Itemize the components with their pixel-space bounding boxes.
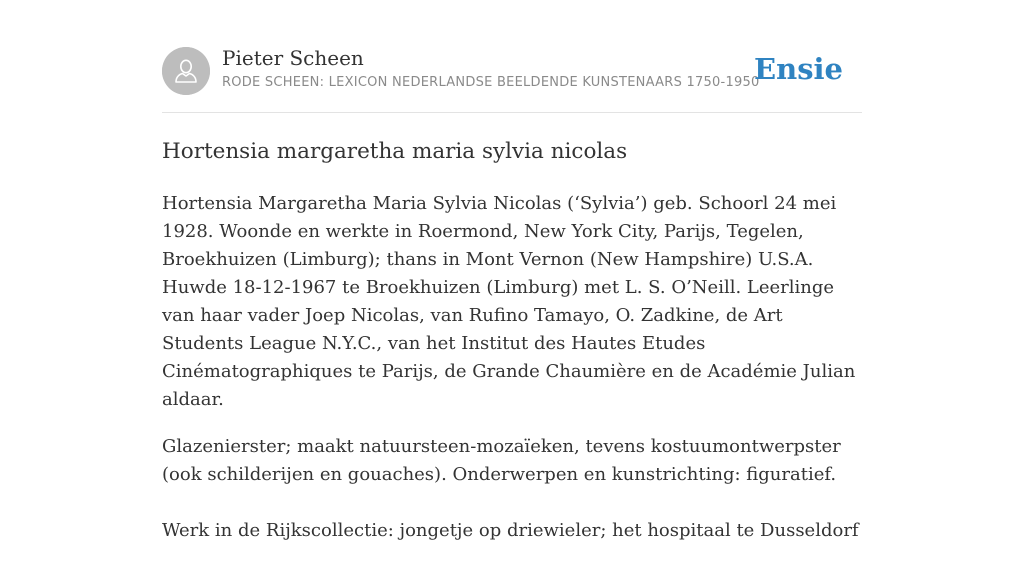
article-body: [162, 190, 862, 564]
source-label[interactable]: RODE SCHEEN: LEXICON NEDERLANDSE BEELDENDE KUNSTENAARS 1750-1950: [222, 75, 760, 90]
author-name[interactable]: Pieter Scheen: [222, 46, 364, 70]
article-paragraph: Hortensia Margaretha Maria Sylvia Nicolas (‘Sylvia’) geb. Schoorl 24 mei 1928. Woonde en werkte in Roermond, New York City, Parijs, Tegelen, Broekhuizen (Limburg); thans in Mont Vernon (New Hampshire) U.S.A. Huwde 18-12-1967 te Broekhuizen (Limburg) met L. S. O’Neill. Leerlinge van haar vader Joep Nicolas, van Rufino Tamayo, O. Zadkine, de Art Students League N.Y.C., van het Institut des Hautes Etudes Cinématographiques te Parijs, de Grande Chaumière en de Académie Julian aldaar.: [162, 193, 856, 410]
article-container: [162, 0, 862, 541]
article-header: [162, 0, 862, 113]
user-icon: [162, 47, 210, 95]
article-paragraph: Glazenierster; maakt natuursteen-mozaïeken, tevens kostuumontwerpster (ook schilderijen en gouaches). Onderwerpen en kunstrichting: figuratief.: [162, 436, 841, 485]
article-title: Hortensia margaretha maria sylvia nicolas: [162, 139, 628, 164]
article-paragraph-spacer: [162, 508, 862, 517]
author-avatar[interactable]: [162, 47, 210, 95]
brand-logo[interactable]: Ensie: [754, 52, 843, 86]
article-paragraph: Werk in de Rijkscollectie: jongetje op driewieler; het hospitaal te Dusseldorf: [162, 520, 859, 541]
